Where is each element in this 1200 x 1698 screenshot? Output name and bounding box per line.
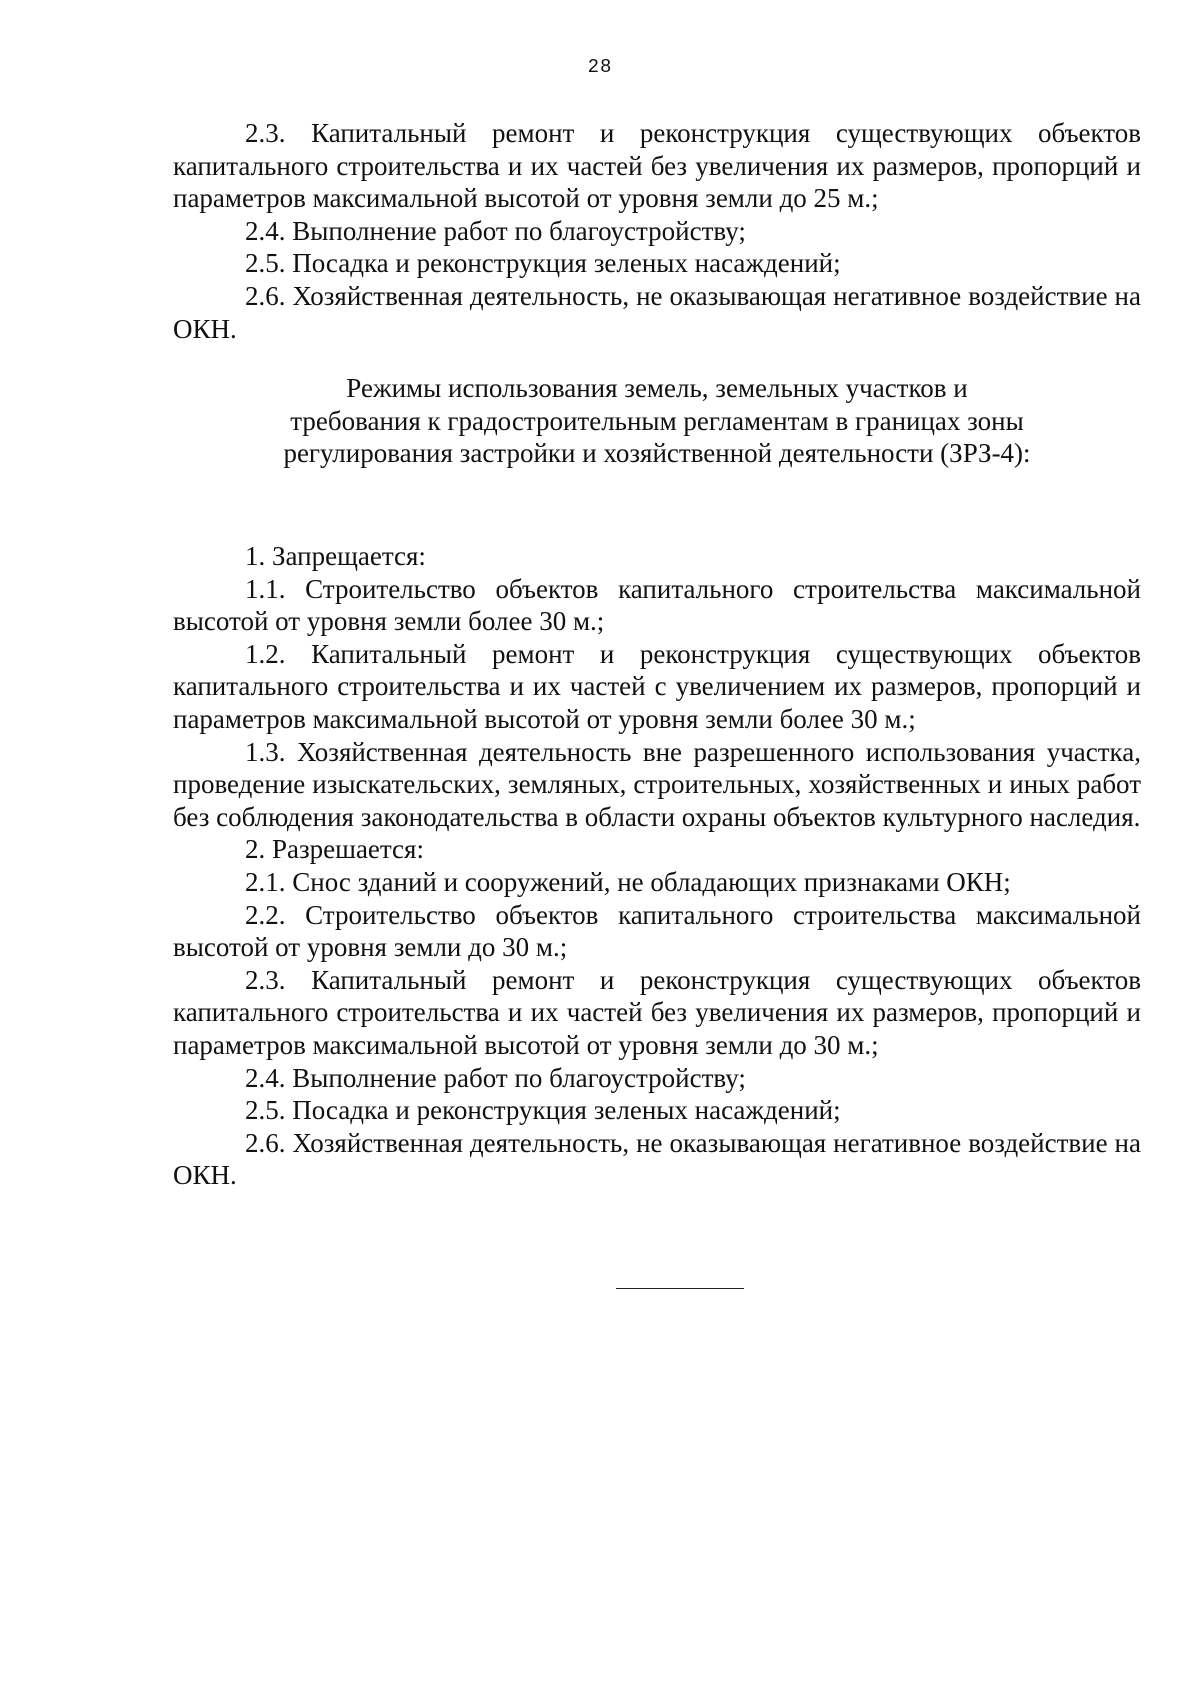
paragraph-2-1: 2.1. Снос зданий и сооружений, не обладающих признаками ОКН;	[245, 866, 1011, 897]
main-section	[173, 540, 1141, 1192]
top-section	[173, 117, 1141, 345]
paragraph-1-1: 1.1. Строительство объектов капитального строительства максимальной высотой от уровня земли более 30 м.;	[173, 573, 1141, 637]
paragraph-2-6: 2.6. Хозяйственная деятельность, не оказывающая негативное воздействие на ОКН.	[173, 1127, 1141, 1191]
heading-line-2: требования к градостроительным регламентам в границах зоны	[290, 405, 1024, 436]
paragraph-2-2: 2.2. Строительство объектов капитального строительства максимальной высотой от уровня земли до 30 м.;	[173, 899, 1141, 963]
paragraph-2-4-top: 2.4. Выполнение работ по благоустройству;	[245, 215, 746, 246]
paragraph-1-2: 1.2. Капитальный ремонт и реконструкция существующих объектов капитального строительства и их частей с увеличением их размеров, пропорций и параметров максимальной высотой от уровня земли более 30 м.;	[173, 638, 1141, 734]
paragraph-1: 1. Запрещается:	[245, 541, 426, 571]
section-heading	[173, 372, 1141, 470]
paragraph-2-3: 2.3. Капитальный ремонт и реконструкция существующих объектов капитального строительства и их частей без увеличения их размеров, пропорций и параметров максимальной высотой от уровня земли до 30 м.;	[173, 964, 1141, 1060]
heading-line-3: регулирования застройки и хозяйственной деятельности (ЗРЗ-4):	[283, 438, 1031, 469]
paragraph-2-4: 2.4. Выполнение работ по благоустройству;	[245, 1062, 746, 1093]
paragraph-2-3-top: 2.3. Капитальный ремонт и реконструкция существующих объектов капитального строительства и их частей без увеличения их размеров, пропорций и параметров максимальной высотой от уровня земли до 25 м.;	[173, 118, 1141, 214]
page-number: 28	[587, 56, 613, 78]
paragraph-1-3: 1.3. Хозяйственная деятельность вне разрешенного использования участка, проведение изыскательских, земляных, строительных, хозяйственных и иных работ без соблюдения законодательства в области охраны объектов культурного наследия.	[173, 736, 1141, 832]
paragraph-2-5: 2.5. Посадка и реконструкция зеленых насаждений;	[245, 1095, 841, 1126]
paragraph-2-5-top: 2.5. Посадка и реконструкция зеленых насаждений;	[245, 248, 841, 279]
end-divider	[616, 1288, 744, 1289]
heading-line-1: Режимы использования земель, земельных участков и	[346, 373, 968, 403]
paragraph-2: 2. Разрешается:	[245, 834, 424, 865]
paragraph-2-6-top: 2.6. Хозяйственная деятельность, не оказывающая негативное воздействие на ОКН.	[173, 280, 1141, 344]
